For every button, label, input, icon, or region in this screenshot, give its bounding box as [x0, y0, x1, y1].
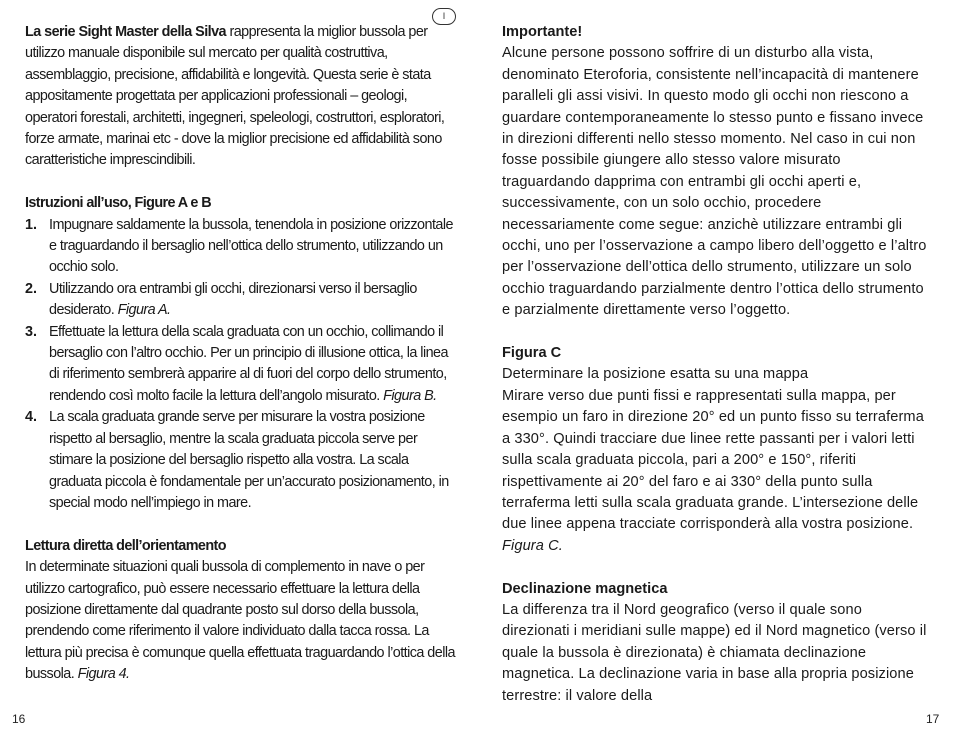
step-number: 3.: [25, 323, 38, 340]
figure-reference: Figura C.: [502, 537, 563, 554]
intro-text: rappresenta la miglior bussola per utilizzo manuale disponibile sul mercato per qualità costruttiva, assemblaggio, precisione, affidabilità e longevità. Questa serie è stata appositamente progettata per applicazioni professionali – geologi, operatori forestali, architetti, ingegneri, speleologi, costruttori, esploratori, forze armate, marinai etc - dove la miglior precisione ed affidabilità sono caratteristiche imprescindibili.: [25, 24, 445, 169]
intro-paragraph: [25, 22, 457, 172]
left-column: [25, 22, 457, 686]
instruction-step: [25, 215, 457, 279]
right-column: [502, 22, 932, 707]
step-text: Impugnare saldamente la bussola, tenendola in posizione orizzontale e traguardando il bersaglio nell’ottica dello strumento, utilizzando un occhio solo.: [49, 216, 453, 276]
declination-paragraph: La differenza tra il Nord geografico (verso il quale sono direzionati i meridiani sulle mappe) ed il Nord magnetico (verso il quale la bussola è direzionata) è chiamata declinazione magnetica. La declinazione varia in base alla propria posizione terrestre: il valore della: [502, 601, 927, 704]
figure-reference: Figura 4.: [77, 666, 130, 683]
instructions-heading: Istruzioni all’uso, Figure A e B: [25, 195, 212, 212]
direct-reading-paragraph: [25, 557, 457, 685]
important-paragraph: Alcune persone possono soffrire di un disturbo alla vista, denominato Eteroforia, consistente nell’incapacità di mantenere paralleli gli assi visivi. In questo modo gli occhi non riescono a guardare contemporaneamente lo stesso punto e fissano invece in direzioni differenti nello stesso momento. Nel caso in cui non fosse possibile giungere allo stesso valore misurato traguardando dapprima con entrambi gli occhi aperti e, successivamente, con un solo occhio, procedere necessariamente come segue: anzichè utilizzare entrambi gli occhi, uno per l’osservazione a campo libero dell’oggetto e l’altro per l’osservazione dell’ottica dello strumento, utilizzare un solo occhio traguardando parzialmente dentro l’ottica dello strumento e parzialmente direttamente verso l’oggetto.: [502, 45, 927, 319]
figure-c-text: Mirare verso due punti fissi e rappresentati sulla mappa, per esempio un faro in direzione 20° ed un punto fisso su terraferma a 330°. Quindi tracciare due linee rette passanti per i valori letti sulla scala graduata piccola, pari a 200° e 150°, riferiti rispettivamente ai 20° del faro e ai 330° della punto sulla terraferma letti sulla scala graduata grande. L’intersezione delle due linee appena tracciate corrisponderà alla vostra posizione.: [502, 387, 924, 533]
step-number: 2.: [25, 280, 38, 297]
figure-c-heading: Figura C: [502, 345, 562, 362]
step-text: Utilizzando ora entrambi gli occhi, direzionarsi verso il bersaglio desiderato.: [49, 280, 417, 319]
step-text: La scala graduata grande serve per misurare la vostra posizione rispetto al bersaglio, mentre la scala graduata piccola serve per stimare la posizione del bersaglio rispetto alla vostra. La scala graduata piccola è fondamentale per un’accurato posizionamento, in special modo nell’impiego in mare.: [49, 409, 449, 511]
page-number-left: 16: [12, 712, 26, 726]
page-number-right: 17: [926, 712, 940, 726]
intro-lead: La serie Sight Master della Silva: [25, 24, 226, 40]
figure-reference: Figura A.: [117, 302, 171, 319]
important-heading: Importante!: [502, 24, 583, 40]
declination-heading: Declinazione magnetica: [502, 580, 668, 597]
instructions-list: [25, 215, 457, 515]
step-number: 4.: [25, 409, 38, 426]
step-text: Effettuate la lettura della scala graduata con un occhio, collimando il bersaglio con l’altro occhio. Per un principio di illusione ottica, la linea di riferimento sembrerà apparire al di fuori del corpo dello strumento, rendendo così molto facile la lettura dell’angolo misurato.: [49, 323, 448, 404]
step-number: 1.: [25, 216, 38, 233]
instruction-step: [25, 407, 457, 514]
instruction-step: [25, 279, 457, 322]
right-page: [477, 0, 954, 737]
language-tab: I: [432, 8, 456, 25]
figure-c-subtitle: Determinare la posizione esatta su una mappa: [502, 366, 809, 383]
figure-c-paragraph: [502, 386, 932, 557]
direct-reading-heading: Lettura diretta dell’orientamento: [25, 537, 226, 554]
direct-reading-text: In determinate situazioni quali bussola di complemento in nave o per utilizzo cartografico, può essere necessario effettuare la lettura della posizione direttamente dal quadrante posto sul dorso della bussola, prendendo come riferimento il valore individuato dalla tacca rossa. La lettura più precisa è comunque quella effettuata traguardando l’ottica della bussola.: [25, 559, 455, 683]
instruction-step: [25, 322, 457, 408]
figure-reference: Figura B.: [383, 387, 437, 404]
